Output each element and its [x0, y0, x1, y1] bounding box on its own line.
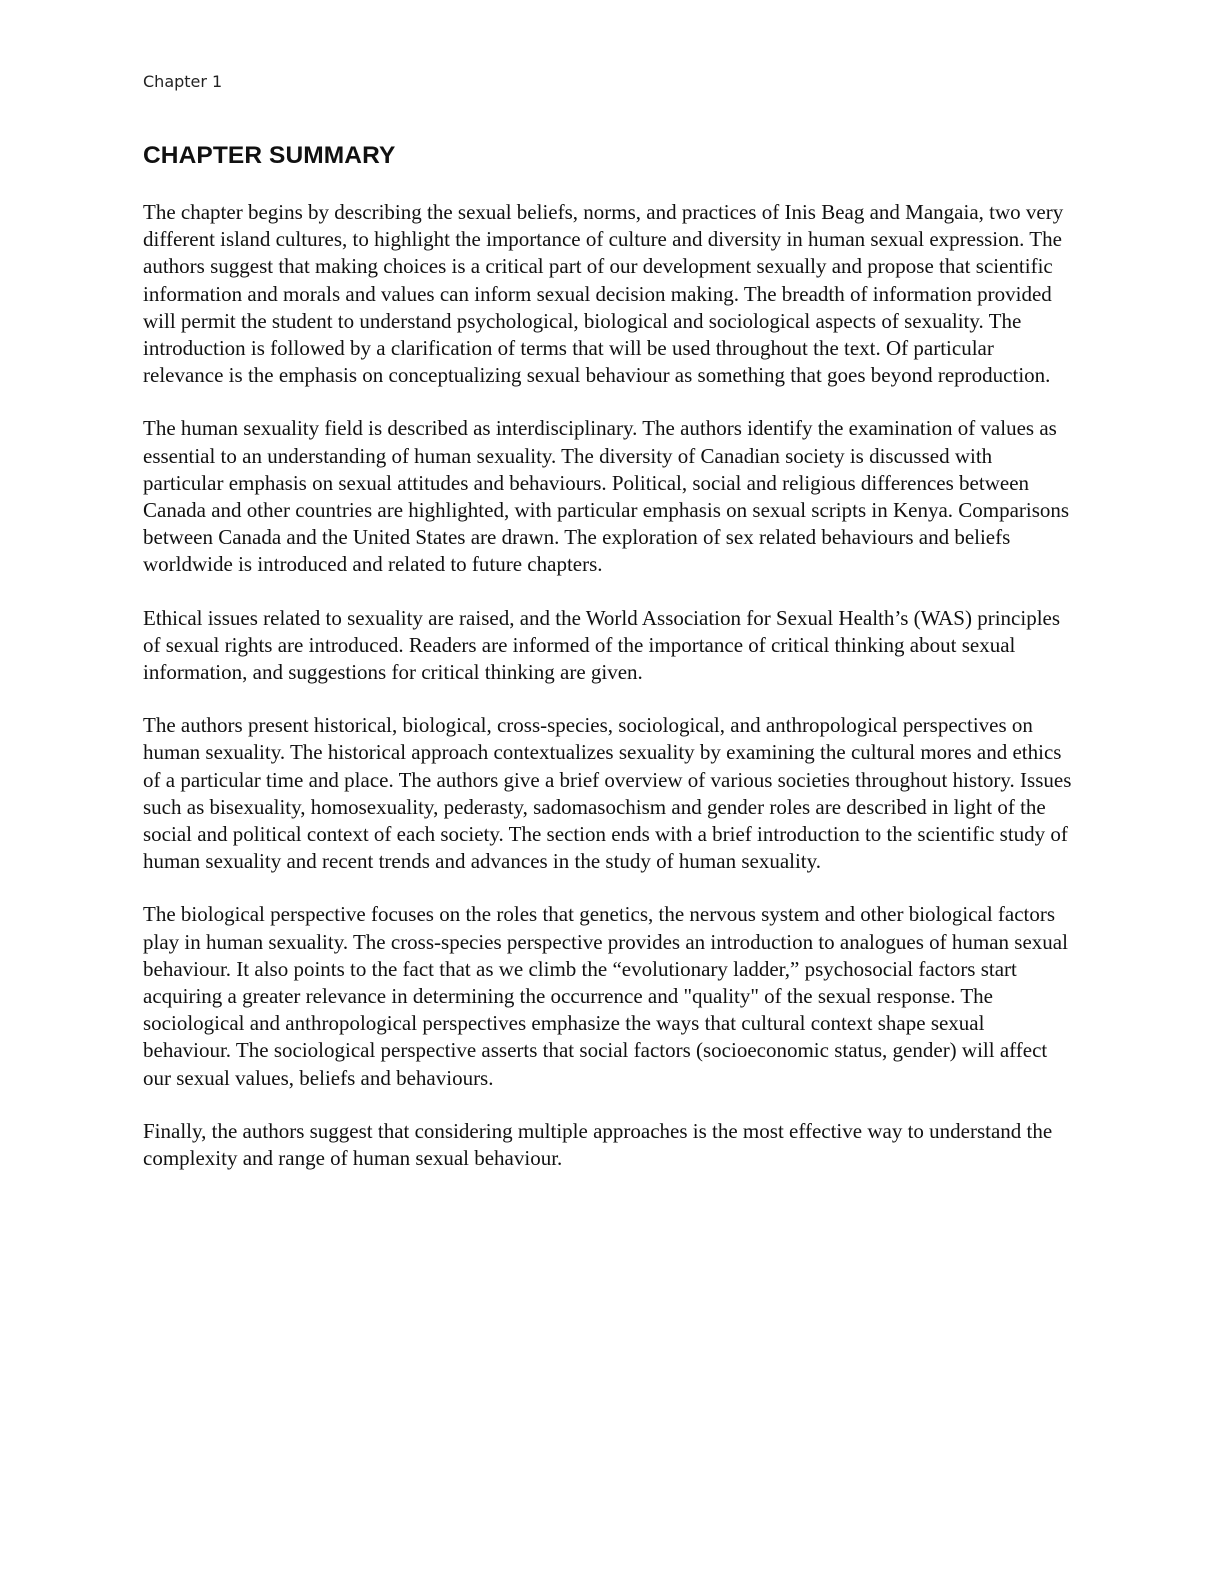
paragraph-conclusion: Finally, the authors suggest that considering multiple approaches is the most effective way to understand the complexity and range of human sexual behaviour. — [143, 1118, 1053, 1171]
paragraph-perspectives: The authors present historical, biological, cross-species, sociological, and anthropological perspectives on human sexuality. The historical approach contextualizes sexuality by examining the cultural mores and ethics of a particular time and place. The authors give a brief overview of various societies throughout history. Issues such as bisexuality, homosexuality, pederasty, sadomasochism and gender roles are described in light of the social and political context of each society. The section ends with a brief introduction to the scientific study of human sexuality and recent trends and advances in the study of human sexuality. — [143, 713, 1072, 874]
paragraph-interdisciplinary: The human sexuality field is described as interdisciplinary. The authors identify the examination of values as essential to an understanding of human sexuality. The diversity of Canadian society is discussed with particular emphasis on sexual attitudes and behaviours. Political, social and religious differences between Canada and other countries are highlighted, with particular emphasis on sexual scripts in Kenya. Comparisons between Canada and the United States are drawn. The exploration of sex related behaviours and beliefs worldwide is introduced and related to future chapters. — [143, 416, 1070, 577]
paragraph-ethics: Ethical issues related to sexuality are raised, and the World Association for Sexual Health’s (WAS) principles of sexual rights are introduced. Readers are informed of the importance of critical thinking about sexual information, and suggestions for critical thinking are given. — [143, 605, 1061, 685]
paragraph-biological: The biological perspective focuses on the roles that genetics, the nervous system and other biological factors play in human sexuality. The cross-species perspective provides an introduction to analogues of human sexual behaviour. It also points to the fact that as we climb the “evolutionary ladder,” psychosocial factors start acquiring a greater relevance in determining the occurrence and "quality" of the sexual response. The sociological and anthropological perspectives emphasize the ways that cultural context shape sexual behaviour. The sociological perspective asserts that social factors (socioeconomic status, gender) will affect our sexual values, beliefs and behaviours. — [143, 902, 1068, 1090]
chapter-summary-title: CHAPTER SUMMARY — [143, 142, 396, 169]
summary-body — [143, 199, 1073, 1198]
running-header: Chapter 1 — [143, 72, 223, 91]
paragraph-intro: The chapter begins by describing the sexual beliefs, norms, and practices of Inis Beag and Mangaia, two very different island cultures, to highlight the importance of culture and diversity in human sexual expression. The authors suggest that making choices is a critical part of our development sexually and propose that scientific information and morals and values can inform sexual decision making. The breadth of information provided will permit the student to understand psychological, biological and sociological aspects of sexuality. The introduction is followed by a clarification of terms that will be used throughout the text. Of particular relevance is the emphasis on conceptualizing sexual behaviour as something that goes beyond reproduction. — [143, 200, 1064, 388]
